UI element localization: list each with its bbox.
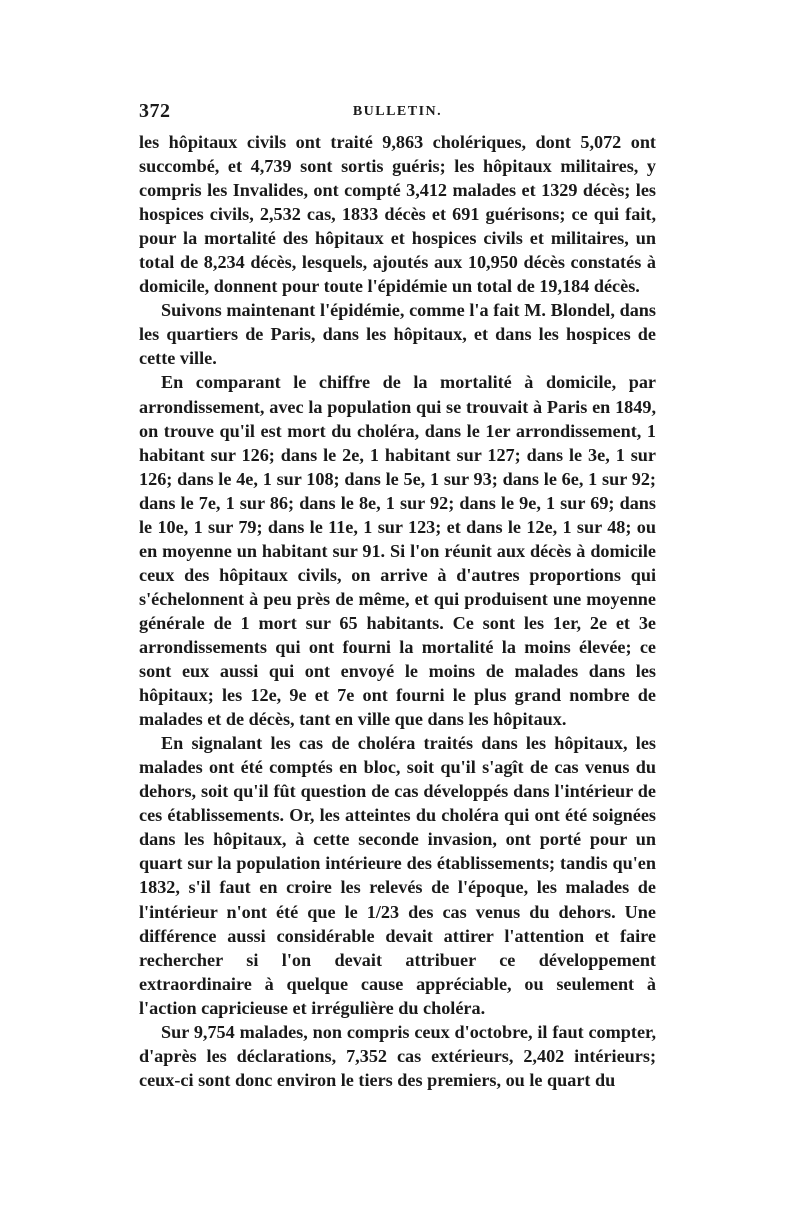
running-title: BULLETIN.	[352, 104, 443, 119]
paragraph-mortalite-arrondissement: En comparant le chiffre de la mortalité à domicile, par arrondissement, avec la population qui se trouvait à Paris en 1849, on trouve qu'il est mort du choléra, dans le 1er arrondissement, 1 habitant sur 126; dans le 2e, 1 habitant sur 127; dans le 3e, 1 sur 126; dans le 4e, 1 sur 108; dans le 5e, 1 sur 93; dans le 6e, 1 sur 92; dans le 7e, 1 sur 86; dans le 8e, 1 sur 92; dans le 9e, 1 sur 69; dans le 10e, 1 sur 79; dans le 11e, 1 sur 123; et dans le 12e, 1 sur 48; ou en moyenne un habitant sur 91. Si l'on réunit aux décès à domicile ceux des hôpitaux civils, on arrive à d'autres proportions qui s'échelonnent à peu près de même, et qui produisent une moyenne générale de 1 mort sur 65 habitants. Ce sont les 1er, 2e et 3e arrondissements qui ont fourni la mortalité la moins élevée; ce sont eux aussi qui ont envoyé le moins de malades dans les hôpitaux; les 12e, 9e et 7e ont fourni le plus grand nombre de malades et de décès, tant en ville que dans les hôpitaux.	[139, 372, 656, 730]
running-head	[139, 100, 656, 124]
paragraph-cas-hopitaux: En signalant les cas de choléra traités dans les hôpitaux, les malades ont été comptés en bloc, soit qu'il s'agît de cas venus du dehors, soit qu'il fût question de cas développés dans l'intérieur de ces établissements. Or, les atteintes du choléra qui ont été soignées dans les hôpitaux, à cette seconde invasion, ont porté pour un quart sur la population intérieure des établissements; tandis qu'en 1832, s'il faut en croire les relevés de l'époque, les malades de l'intérieur n'ont été que le 1/23 des cas venus du dehors. Une différence aussi considérable devait attirer l'attention et faire rechercher si l'on devait attribuer ce développement extraordinaire à quelque cause appréciable, ou seulement à l'action capricieuse et irrégulière du choléra.	[139, 733, 656, 1018]
document-page	[139, 100, 656, 1092]
paragraph-continuation: les hôpitaux civils ont traité 9,863 cholériques, dont 5,072 ont succombé, et 4,739 sont sortis guéris; les hôpitaux militaires, y compris les Invalides, ont compté 3,412 malades et 1329 décès; les hospices civils, 2,532 cas, 1833 décès et 691 guérisons; ce qui fait, pour la mortalité des hôpitaux et hospices civils et militaires, un total de 8,234 décès, lesquels, ajoutés aux 10,950 décès constatés à domicile, donnent pour toute l'épidémie un total de 19,184 décès.	[139, 132, 656, 297]
page-number: 372	[139, 100, 171, 122]
paragraph-quartiers: Suivons maintenant l'épidémie, comme l'a fait M. Blondel, dans les quartiers de Paris, dans les hôpitaux, et dans les hospices de cette ville.	[139, 300, 656, 369]
paragraph-malades-octobre: Sur 9,754 malades, non compris ceux d'octobre, il faut compter, d'après les déclarations, 7,352 cas extérieurs, 2,402 intérieurs; ceux-ci sont donc environ le tiers des premiers, ou le quart du	[139, 1021, 656, 1090]
body-text	[139, 130, 656, 1092]
